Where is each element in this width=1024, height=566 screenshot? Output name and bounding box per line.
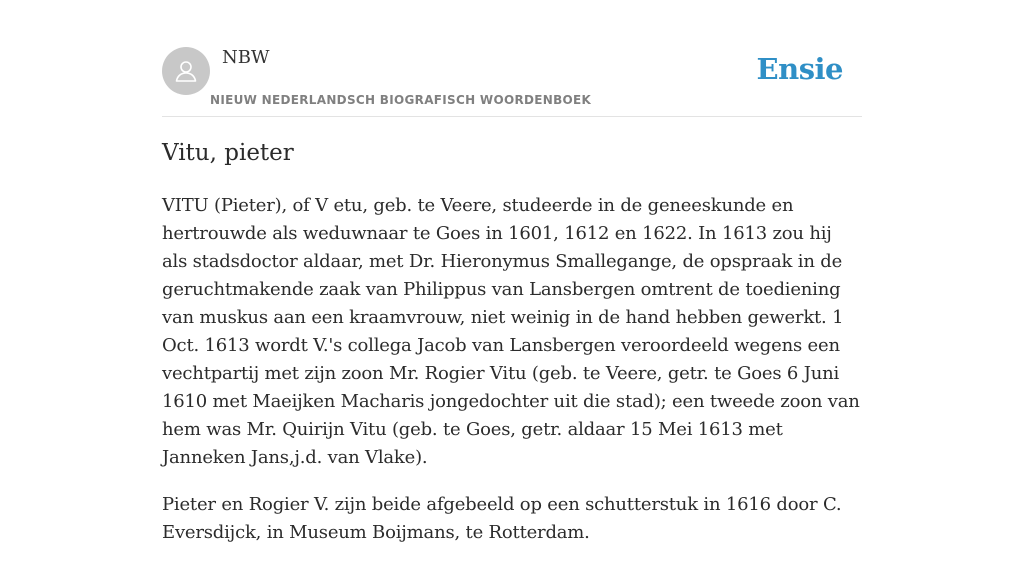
- avatar[interactable]: [162, 47, 210, 95]
- article-title: Vitu, pieter: [162, 140, 294, 166]
- article-paragraph: VITU (Pieter), of V etu, geb. te Veere, studeerde in de geneeskunde en hertrouwde als weduwnaar te Goes in 1601, 1612 en 1622. In 1613 zou hij als stadsdoctor aldaar, met Dr. Hieronymus Smallegange, de opspraak in de geruchtmakende zaak van Philippus van Lansbergen omtrent de toediening van muskus aan een kraamvrouw, niet weinig in de hand hebben gewerkt. 1 Oct. 1613 wordt V.'s collega Jacob van Lansbergen veroordeeld wegens een vechtpartij met zijn zoon Mr. Rogier Vitu (geb. te Veere, getr. te Goes 6 Juni 1610 met Maeijken Macharis jongedochter uit die stad); een tweede zoon van hem was Mr. Quirijn Vitu (geb. te Goes, getr. aldaar 15 Mei 1613 met Janneken Jans,j.d. van Vlake).: [162, 195, 860, 468]
- source-name[interactable]: NBW: [222, 47, 270, 68]
- article-body: [162, 192, 862, 566]
- page-container: [162, 0, 862, 543]
- source-subtitle: NIEUW NEDERLANDSCH BIOGRAFISCH WOORDENBOEK: [210, 93, 592, 107]
- ensie-logo[interactable]: Ensie: [756, 52, 843, 86]
- source-header: [162, 0, 862, 117]
- user-icon: [173, 58, 199, 84]
- article-paragraph: Pieter en Rogier V. zijn beide afgebeeld op een schutterstuk in 1616 door C. Eversdijck, in Museum Boijmans, te Rotterdam.: [162, 494, 842, 543]
